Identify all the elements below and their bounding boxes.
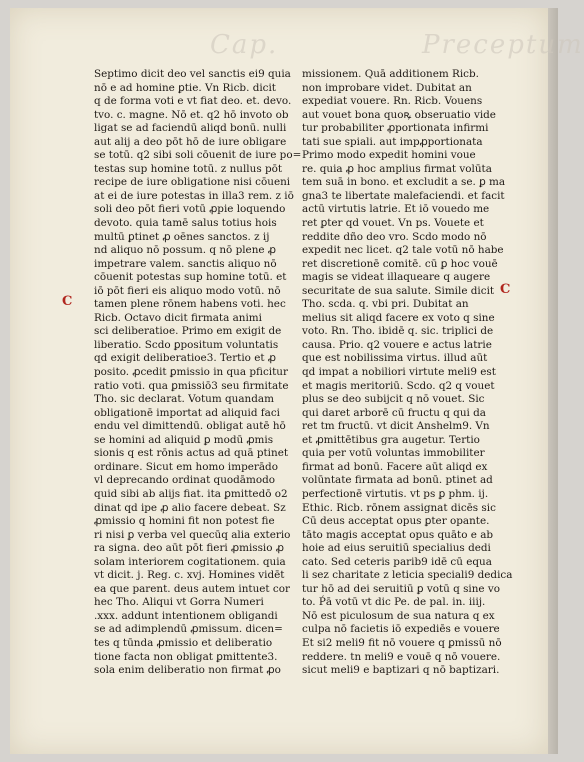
left-column-line: solam interiorem cogitationem. quia — [94, 555, 286, 568]
right-column-line: cato. Sed ceteris parib9 idē cū equa — [302, 555, 492, 568]
right-column-line: tem suā in bono. et excludit a se. ꝑ ma — [302, 176, 506, 189]
right-column-line: plus se deo subijcit q nō vouet. Sic — [302, 393, 485, 406]
left-column-line: nd aliquo nō possum. q nō plene ꝓ — [94, 244, 276, 257]
left-column-line: tamen plene rōnem habens voti. hec — [94, 298, 286, 311]
right-column-line: Cū deus acceptat opus ꝑter opante. — [302, 515, 490, 528]
right-column-line: firmat ad bonū. Facere aūt aliqd ex — [302, 460, 488, 473]
right-column-line: tati sue spiali. aut impꝓportionata — [302, 135, 483, 148]
marginal-initial-left: C — [62, 294, 73, 309]
left-column-line: ea que parent. deus autem intuet cor — [94, 582, 290, 595]
left-column-line: Ricb. Octavo dicit firmata animi — [94, 311, 262, 324]
right-column-line: expedit nec licet. q2 tale votū nō habe — [302, 244, 504, 257]
left-column-line: nō e ad homine ꝑtie. Vn Ricb. dicit — [94, 81, 276, 94]
running-head — [10, 30, 584, 60]
left-column-line: qd exigit deliberatioe3. Tertio et ꝓ — [94, 352, 276, 365]
left-column-line: at ei de iure potestas in illa3 rem. z iō — [94, 189, 294, 202]
right-column-line: ret tm fructū. vt dicit Anshelm9. Vn — [302, 420, 490, 433]
left-column-line: multū ꝑtinet ꝓ oēnes sanctos. z ij — [94, 230, 270, 243]
left-column-line: ratio voti. qua ꝑmissiō3 seu firmitate — [94, 379, 289, 392]
left-column-line: sci deliberatioe. Primo em exigit de — [94, 325, 282, 338]
right-text-column — [302, 68, 513, 678]
left-column-line: se homini ad aliquid ꝑ modū ꝓmis — [94, 433, 274, 446]
running-head-left: Cap. — [210, 30, 279, 60]
right-column-line: causa. Prio. q2 vouere e actus latrie — [302, 338, 492, 351]
right-column-line: quia per votū voluntas immobiliter — [302, 447, 485, 460]
right-column-line: tur probabiliter ꝓportionata infirmi — [302, 122, 489, 135]
right-column-line: et magis meritoriū. Scdo. q2 q vouet — [302, 379, 495, 392]
left-column-line: vt dicit. j. Reg. c. xvj. Homines vidēt — [94, 569, 285, 582]
right-column-line: reddere. tn meli9 e vouē q nō vouere. — [302, 650, 501, 663]
right-column-line: expediat vouere. Rn. Ricb. Vouens — [302, 95, 483, 108]
left-column-line: tvo. c. magne. Nō et. q2 hō invoto ob — [94, 108, 289, 121]
left-column-line: .xxx. addunt intentionem obligandi — [94, 609, 278, 622]
right-column-line: gna3 te libertate malefaciendi. et facit — [302, 189, 505, 202]
right-column-line: Et si2 meli9 fit nō vouere q ꝑmissū nō — [302, 636, 502, 649]
left-column-line: soli deo pōt fieri votū ꝓpie loquendo — [94, 203, 286, 216]
left-column-line: ra signa. deo aūt pōt fieri ꝓmissio ꝓ — [94, 542, 284, 555]
left-column-line: devoto. quia tamē salus totius hois — [94, 217, 277, 230]
marginal-initial-right: C — [500, 282, 511, 297]
left-column-line: liberatio. Scdo ꝑpositum voluntatis — [94, 338, 279, 351]
left-column-line: iō pōt fieri eis aliquo modo votū. nō — [94, 284, 281, 297]
left-column-line: recipe de iure obligatione nisi cōueni — [94, 176, 291, 189]
left-column-line: hec Tho. Aliqui vt Gorra Numeri — [94, 596, 264, 609]
right-column-line: ret discretionē comitē. cū ꝑ hoc vouē — [302, 257, 498, 270]
left-column-line: cōuenit potestas sup homine totū. et — [94, 271, 287, 284]
right-column-line: Ethic. Ricb. rōnem assignat dicēs sic — [302, 501, 496, 514]
left-column-line: ꝓmissio q homini fit non potest fie — [94, 515, 275, 528]
right-column-line: volūntate firmata ad bonū. ptinet ad — [302, 474, 493, 487]
right-column-line: actū virtutis latrie. Et iō vouedo me — [302, 203, 490, 216]
right-column-line: Primo modo expedit homini voue — [302, 149, 476, 162]
right-column-line: re. quia ꝓ hoc amplius firmat volūta — [302, 162, 492, 175]
left-column-line: posito. ꝓcedit ꝑmissio in qua pficitur — [94, 366, 288, 379]
left-text-column — [94, 68, 302, 678]
right-column-line: securitate de sua salute. Simile dicit — [302, 284, 495, 297]
running-head-right: Preceptum — [422, 30, 584, 60]
left-column-line: tes q tūnda ꝓmissio et deliberatio — [94, 636, 273, 649]
right-column-line: magis se videat illaqueare q augere — [302, 271, 491, 284]
right-column-line: to. Ṕā votū vt dic Pe. de pal. in. iiij. — [302, 596, 486, 609]
left-column-line: q de forma voti e vt fiat deo. et. devo. — [94, 95, 292, 108]
right-column-line: qui daret arborē cū fructu q qui da — [302, 406, 486, 419]
left-column-line: se totū. q2 sibi soli cōuenit de iure po= — [94, 149, 302, 162]
manuscript-page — [10, 8, 584, 754]
left-column-line: vl deprecando ordinat quodāmodo — [94, 474, 276, 487]
right-column-line: voto. Rn. Tho. ibidē q. sic. triplici de — [302, 325, 494, 338]
right-column-line: Nō est piculosum de sua natura q ex — [302, 609, 495, 622]
page-edge-shadow — [548, 8, 558, 754]
left-column-line: ordinare. Sicut em homo imperādo — [94, 460, 278, 473]
left-column-line: se ad adimplendū ꝓmissum. dicen= — [94, 623, 283, 636]
left-column-line: Septimo dicit deo vel sanctis ei9 quia — [94, 68, 291, 80]
right-column-line: culpa nō facietis iō expediēs e vouere — [302, 623, 500, 636]
right-column-line: perfectionē virtutis. vt ps ꝑ phm. ij. — [302, 487, 489, 500]
right-column-line: que est nobilissima virtus. illud aūt — [302, 352, 488, 365]
right-column-line: reddite dño deo vro. Scdo modo nō — [302, 230, 487, 243]
left-column-line: aut alij a deo pōt hō de iure obligare — [94, 135, 287, 148]
right-column-line: qd impat a nobiliori virtute meli9 est — [302, 366, 496, 379]
left-column-line: dinat qd ipe ꝓ alio facere debeat. Sz — [94, 501, 286, 514]
right-column-line: ret ꝑter qd vouet. Vn ps. Vouete et — [302, 217, 484, 230]
left-column-line: ri nisi ꝑ verba vel quecūq alia exterio — [94, 528, 291, 541]
left-column-line: ligat se ad faciendū aliqd bonū. nulli — [94, 122, 287, 135]
right-column-line: melius sit aliqd facere ex voto q sine — [302, 311, 495, 324]
left-column-line: tione facta non obligat ꝑmittente3. — [94, 650, 278, 663]
left-column-line: quid sibi ab alijs fiat. ita ꝑmittedō o2 — [94, 487, 288, 500]
right-column-line: tur hō ad dei seruitiū ꝑ votū q sine vo — [302, 582, 500, 595]
left-column-line: sola enim deliberatio non firmat ꝓo — [94, 664, 281, 677]
right-column-line: li sez charitate z leticia speciali9 dedica — [302, 569, 513, 582]
left-column-line: testas sup homine totū. z nullus pōt — [94, 162, 283, 175]
left-column-line: endu vel dimittendū. obligat autē hō — [94, 420, 286, 433]
right-column-line: sicut meli9 e baptizari q nō baptizari. — [302, 664, 500, 677]
right-column-line: Tho. scda. q. vbi pri. Dubitat an — [302, 298, 469, 311]
left-column-line: impetrare valem. sanctis aliquo nō — [94, 257, 277, 270]
left-column-line: sionis q est rōnis actus ad quā ptinet — [94, 447, 289, 460]
right-column-line: hoie ad eius seruitiū specialius dedi — [302, 542, 491, 555]
left-column-line: Tho. sic declarat. Votum quandam — [94, 393, 274, 406]
right-column-line: missionem. Quā additionem Ricb. — [302, 68, 479, 80]
right-column-line: tāto magis acceptat opus quāto e ab — [302, 528, 494, 541]
right-column-line: aut vouet bona quoꝶ obseruatio vide — [302, 108, 496, 121]
left-column-line: obligationē importat ad aliquid faci — [94, 406, 280, 419]
right-column-line: et ꝓmittētibus gra augetur. Tertio — [302, 433, 480, 446]
right-column-line: non improbare videt. Dubitat an — [302, 81, 472, 94]
